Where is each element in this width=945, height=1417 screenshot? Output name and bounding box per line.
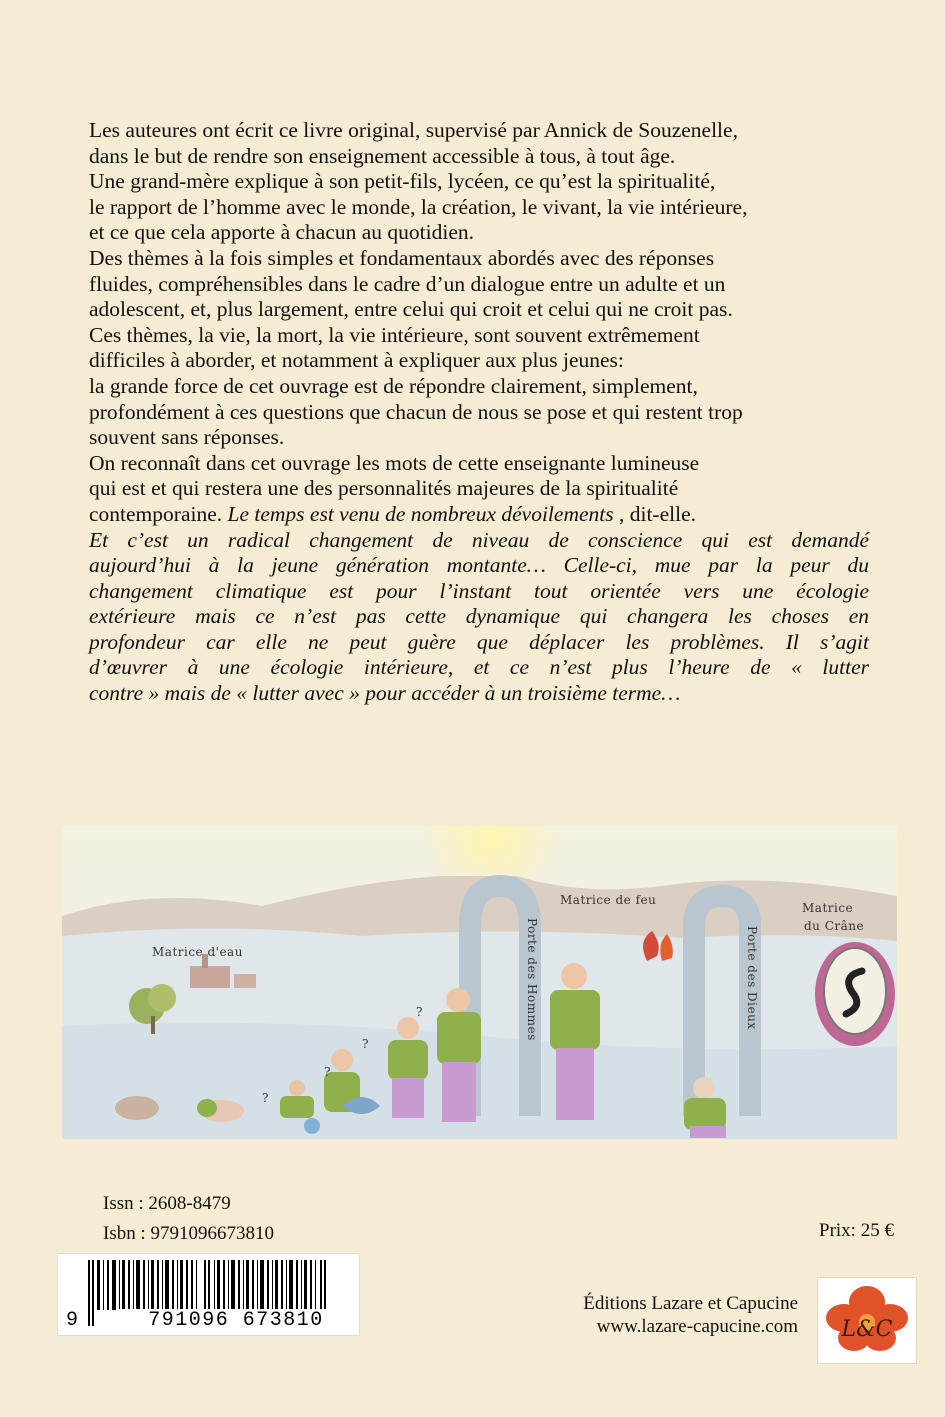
publisher-block — [540, 1292, 798, 1338]
back-cover-blurb — [89, 118, 869, 707]
blurb-line — [89, 502, 869, 528]
blurb-text: contemporaine. — [89, 501, 223, 526]
quote-line: changement climatique est pour l’instant tout orientée vers une écologie — [89, 578, 869, 603]
quote-line: contre » mais de « lutter avec » pour accéder à un troisième terme… — [89, 681, 681, 706]
blurb-line: adolescent, et, plus largement, entre celui qui croit et celui qui ne croit pas. — [89, 297, 733, 322]
blurb-line: Des thèmes à la fois simples et fondamentaux abordés avec des réponses — [89, 245, 715, 270]
label-fire-matrix: Matrice de feu — [560, 893, 657, 907]
blurb-line: profondément à ces questions que chacun de nous se pose et qui restent trop — [89, 399, 743, 424]
quote-line: profondeur car elle ne peut guère que déplacer les problèmes. Il s’agit — [89, 629, 869, 654]
skull-matrix — [815, 942, 895, 1046]
blurb-line: souvent sans réponses. — [89, 425, 285, 450]
blurb-line: Les auteures ont écrit ce livre original, supervisé par Annick de Souzenelle, — [89, 118, 738, 142]
blurb-quote-title: Le temps est venu de nombreux dévoilements — [227, 501, 614, 526]
quote-line: aujourd’hui à la jeune génération montante… Celle-ci, mue par la peur du — [89, 553, 869, 578]
question-mark: ? — [262, 1091, 269, 1105]
blurb-line: Ces thèmes, la vie, la mort, la vie intérieure, sont souvent extrêmement — [89, 322, 700, 347]
issn: Issn : 2608-8479 — [103, 1193, 231, 1214]
blurb-line: le rapport de l’homme avec le monde, la création, le vivant, la vie intérieure, — [89, 194, 748, 219]
price: Prix: 25 € — [819, 1220, 894, 1241]
question-mark: ? — [324, 1065, 331, 1079]
isbn: Isbn : 9791096673810 — [103, 1223, 274, 1244]
quote-line: d’œuvrer à une écologie intérieure, et ce n’est plus l’heure de « lutter — [89, 655, 869, 680]
quote-line: extérieure mais ce n’est pas cette dynamique qui changera les choses en — [89, 604, 869, 629]
blurb-line: qui est et qui restera une des personnalités majeures de la spiritualité — [89, 476, 679, 501]
nasturtium-logo — [818, 1278, 916, 1363]
label-skull-matrix-2: du Crâne — [804, 919, 865, 933]
blurb-line: la grande force de cet ouvrage est de répondre clairement, simplement, — [89, 373, 698, 398]
quote-line: Et c’est un radical changement de niveau de conscience qui est demandé — [89, 527, 869, 552]
blurb-line: Une grand-mère explique à son petit-fils, lycéen, ce qu’est la spiritualité, — [89, 169, 716, 194]
isbn-barcode — [57, 1253, 360, 1336]
blurb-line: On reconnaît dans cet ouvrage les mots de cette enseignante lumineuse — [89, 450, 700, 475]
publisher-name: Éditions Lazare et Capucine — [583, 1293, 798, 1314]
label-door-men: Porte des Hommes — [525, 918, 539, 1041]
publisher-logo — [817, 1277, 917, 1364]
barcode-first-digit: 9 — [66, 1309, 79, 1332]
publisher-url: www.lazare-capucine.com — [596, 1316, 798, 1337]
blurb-line: difficiles à aborder, et notamment à expliquer aux plus jeunes: — [89, 348, 624, 373]
watercolor-illustration — [62, 826, 897, 1139]
logo-text: L&C — [841, 1317, 893, 1342]
blurb-line: fluides, compréhensibles dans le cadre d’un dialogue entre un adulte et un — [89, 271, 726, 296]
question-mark: ? — [416, 1005, 423, 1019]
question-mark: ? — [362, 1037, 369, 1051]
label-door-gods: Porte des Dieux — [745, 926, 759, 1030]
illustration-svg — [62, 826, 897, 1139]
blurb-text: , dit-elle. — [618, 501, 696, 526]
blurb-line: et ce que cela apporte à chacun au quotidien. — [89, 220, 475, 245]
label-skull-matrix-1: Matrice — [802, 901, 854, 915]
blurb-line: dans le but de rendre son enseignement accessible à tous, à tout âge. — [89, 143, 676, 168]
barcode-digits: 791096 673810 — [116, 1309, 356, 1332]
label-water-matrix: Matrice d'eau — [152, 945, 243, 959]
